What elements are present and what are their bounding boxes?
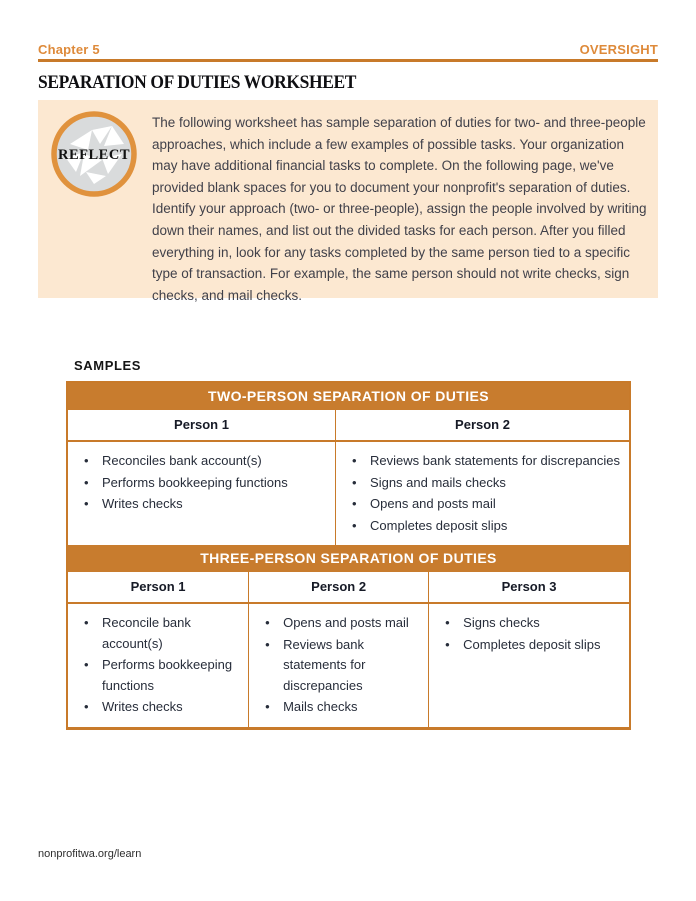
header-rule (38, 59, 658, 62)
three-person-col2-header: Person 2 (248, 572, 428, 604)
task-item: • Completes deposit slips (429, 635, 621, 656)
reflect-paragraph: The following worksheet has sample separation of duties for two- and three-people approaches, which include a few examples of possible tasks. Your organization may have additional financial tasks to complete. On the following page, we've provided blank spaces for you to document your nonprofit's separation of duties. Identify your approach (two- or three-people), assign the people involved by writing down their names, and list out the divided tasks for each person. After you filled everything in, look for any tasks completed by the same person tied to a specific type of transaction. For example, the same person should not write checks, sign checks, and mail checks. (152, 115, 647, 303)
task-item: • Reconcile bank account(s) (68, 613, 240, 654)
two-person-col1-tasks (68, 442, 335, 545)
task-item: • Reconciles bank account(s) (68, 451, 327, 472)
chapter-label: Chapter 5 (38, 42, 100, 57)
three-person-col3-header: Person 3 (428, 572, 629, 604)
three-person-header-row (68, 572, 629, 604)
three-person-table-title: THREE-PERSON SEPARATION OF DUTIES (68, 545, 629, 572)
task-item: • Writes checks (68, 494, 327, 515)
task-item: • Mails checks (249, 697, 420, 718)
section-label: OVERSIGHT (579, 42, 658, 57)
two-person-col2-tasks (335, 442, 629, 545)
page-header (38, 42, 658, 57)
two-person-body-row (68, 442, 629, 545)
task-item: • Reviews bank statements for discrepancies (336, 451, 621, 472)
three-person-body-row (68, 604, 629, 727)
task-item: • Performs bookkeeping functions (68, 655, 240, 696)
footer-url: nonprofitwa.org/learn (38, 848, 142, 860)
three-person-col3-tasks (428, 604, 629, 727)
task-item: • Opens and posts mail (336, 494, 621, 515)
reflect-badge-label: REFLECT (58, 147, 130, 163)
three-person-col2-tasks (248, 604, 428, 727)
reflect-badge-icon (50, 110, 138, 198)
two-person-table-title: TWO-PERSON SEPARATION OF DUTIES (68, 383, 629, 410)
reflect-callout (38, 100, 658, 303)
two-person-header-row (68, 410, 629, 442)
task-item: • Signs and mails checks (336, 473, 621, 494)
separation-of-duties-table (66, 381, 631, 730)
three-person-col1-header: Person 1 (68, 572, 248, 604)
task-item: • Signs checks (429, 613, 621, 634)
two-person-col1-header: Person 1 (68, 410, 335, 442)
task-item: • Reviews bank statements for discrepancies (249, 635, 420, 697)
three-person-col1-tasks (68, 604, 248, 727)
task-item: • Opens and posts mail (249, 613, 420, 634)
samples-heading: SAMPLES (74, 358, 142, 373)
task-item: • Writes checks (68, 697, 240, 718)
task-item: • Performs bookkeeping functions (68, 473, 327, 494)
task-item: • Completes deposit slips (336, 516, 621, 537)
page-title: SEPARATION OF DUTIES WORKSHEET (38, 72, 357, 93)
two-person-col2-header: Person 2 (335, 410, 629, 442)
